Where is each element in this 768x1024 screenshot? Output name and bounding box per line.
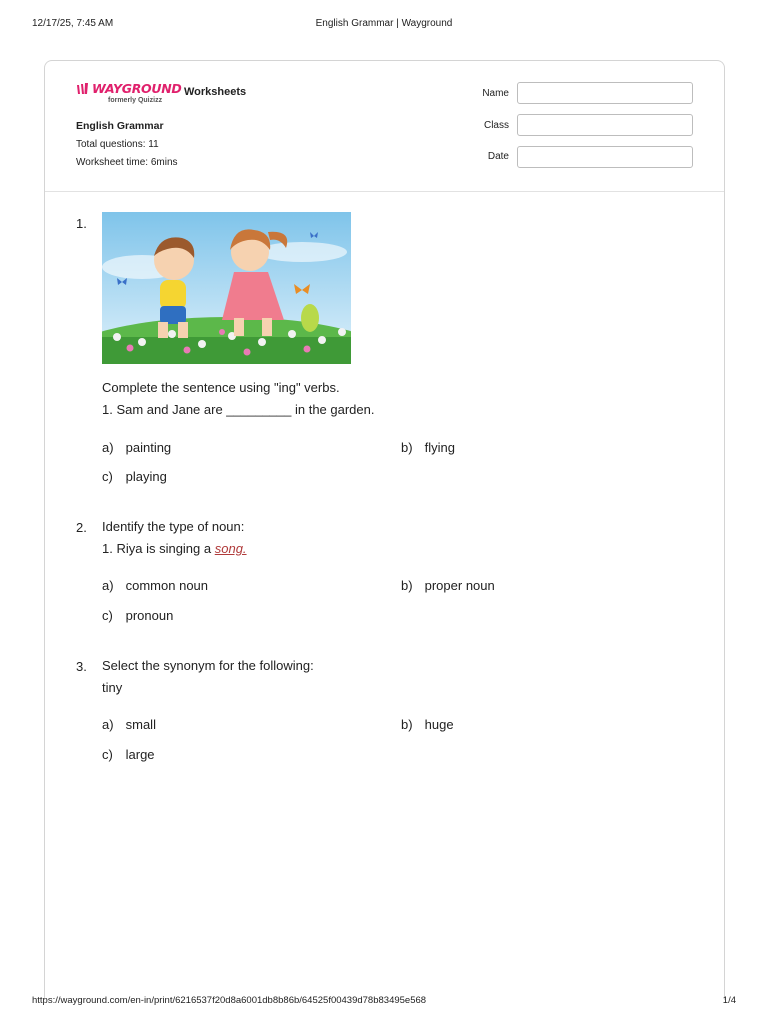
option-label: a) [102, 717, 114, 732]
question-prompt [102, 377, 768, 421]
option-text: proper noun [424, 578, 495, 593]
logo-subtitle: formerly Quizizz [108, 97, 163, 104]
question-prompt [102, 516, 768, 560]
worksheet-time: Worksheet time: 6mins [76, 157, 178, 168]
option-a[interactable] [102, 717, 156, 732]
logo-mark-icon [76, 83, 92, 95]
option-label: c) [102, 469, 113, 484]
option-label: c) [102, 608, 113, 623]
sentence-prefix: 1. Riya is singing a [102, 541, 215, 556]
name-field[interactable] [517, 82, 693, 104]
logo-word: WAYGROUND [92, 81, 182, 96]
date-field[interactable] [517, 146, 693, 168]
question-number: 2. [76, 520, 87, 535]
class-field[interactable] [517, 114, 693, 136]
question-instruction: Identify the type of noun: [102, 519, 245, 534]
option-text: large [125, 747, 155, 762]
question-number: 3. [76, 659, 87, 674]
total-questions: Total questions: 11 [76, 139, 159, 150]
class-label: Class [483, 120, 509, 131]
option-label: b) [401, 440, 413, 455]
worksheet-title: English Grammar [76, 120, 164, 132]
option-c[interactable] [102, 747, 155, 762]
option-b[interactable] [401, 578, 495, 593]
date-label: Date [487, 151, 509, 162]
option-text: flying [424, 440, 455, 455]
question-instruction: Select the synonym for the following: [102, 658, 314, 673]
print-datetime: 12/17/25, 7:45 AM [32, 18, 114, 29]
wayground-logo [76, 81, 186, 109]
option-label: b) [401, 717, 413, 732]
option-b[interactable] [401, 440, 455, 455]
name-label: Name [482, 88, 509, 99]
question-prompt [102, 655, 768, 699]
worksheet-header [45, 61, 724, 192]
option-c[interactable] [102, 469, 167, 484]
question-instruction: Complete the sentence using "ing" verbs. [102, 380, 340, 395]
option-text: pronoun [125, 608, 174, 623]
page-number: 1/4 [722, 995, 736, 1006]
option-text: playing [125, 469, 167, 484]
option-text: small [125, 717, 156, 732]
print-url: https://wayground.com/en-in/print/6216537f20d8a6001db8b86b/64525f00439d78b83495e568 [32, 995, 427, 1006]
print-header [0, 18, 768, 32]
option-label: b) [401, 578, 413, 593]
question-number: 1. [76, 216, 87, 231]
option-label: c) [102, 747, 113, 762]
question-word: tiny [102, 680, 123, 695]
option-label: a) [102, 578, 114, 593]
question-sentence [102, 538, 768, 560]
option-text: painting [125, 440, 172, 455]
emphasized-word: song. [214, 541, 247, 556]
option-c[interactable] [102, 608, 173, 623]
print-page-title: English Grammar | Wayground [315, 18, 453, 29]
option-text: common noun [125, 578, 209, 593]
worksheets-label: Worksheets [184, 86, 247, 98]
option-a[interactable] [102, 578, 208, 593]
question-illustration [102, 212, 351, 364]
option-label: a) [102, 440, 114, 455]
option-a[interactable] [102, 440, 171, 455]
question-sentence: 1. Sam and Jane are _________ in the garden. [102, 402, 375, 417]
option-b[interactable] [401, 717, 454, 732]
option-text: huge [424, 717, 454, 732]
